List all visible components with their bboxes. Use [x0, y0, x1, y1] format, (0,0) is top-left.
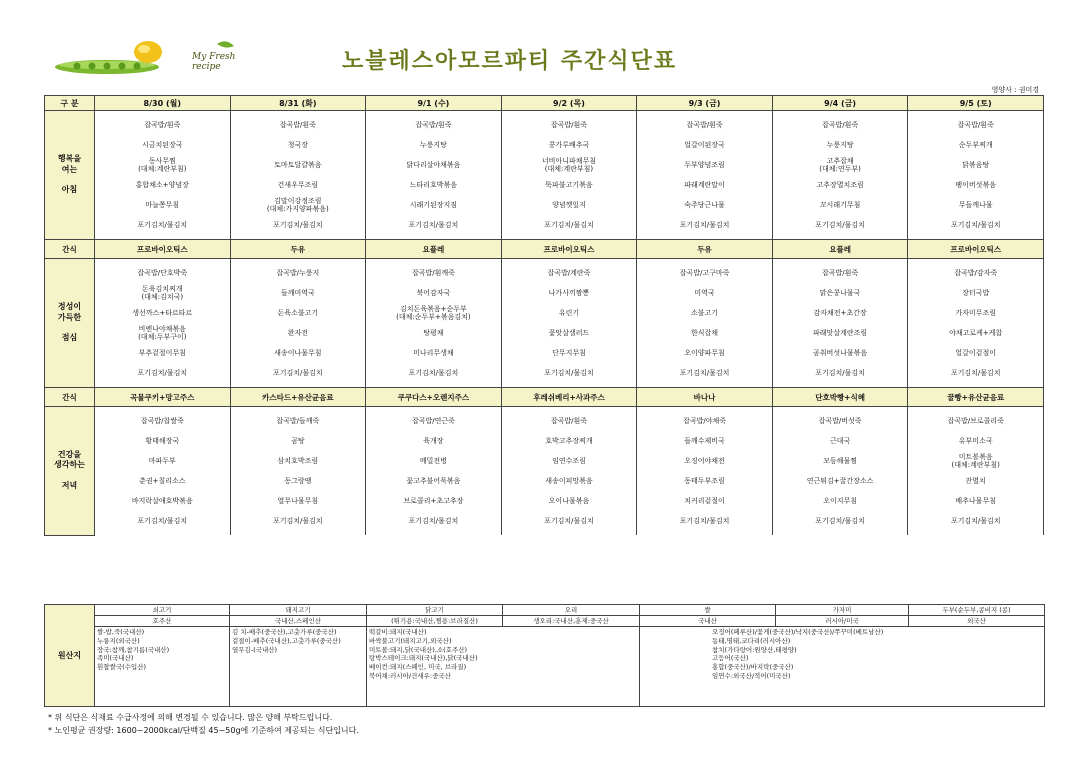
menu-item: 유부미소국: [908, 431, 1044, 451]
lunch-row: [45, 343, 1044, 363]
meat-header: 쇠고기: [95, 605, 230, 616]
origin-detail-row: [45, 627, 1045, 707]
day-header: 8/31 (화): [230, 96, 366, 111]
menu-item: 마늘쫑무침: [95, 195, 231, 215]
menu-item: 소불고기: [637, 303, 773, 323]
breakfast-row: [45, 111, 1044, 136]
origin-line: 오징어(페루산)/꽃게(중국산)/낙지(중국산)/쭈꾸미(베트남산): [712, 628, 884, 636]
menu-item: 감자채전+초간장: [772, 303, 908, 323]
menu-item: 포기김치/물김치: [637, 363, 773, 388]
page-title: 노블레스아모르파티 주간식단표: [342, 49, 678, 74]
meat-origin: 러시아/미국: [776, 616, 909, 627]
breakfast-label-line: [45, 175, 94, 185]
menu-item: 잔멸치: [908, 471, 1044, 491]
origin-line: 임연수:외국산/적어(미국산): [712, 671, 791, 680]
origin-line: 바싹불고기(돼지고기,외국산): [369, 636, 452, 645]
menu-item: 포기김치/물김치: [501, 363, 637, 388]
menu-item: 완자전: [230, 323, 366, 343]
meat-header: 두부(순두부,콩비지 (콩): [909, 605, 1045, 616]
menu-item: 육개장: [366, 431, 502, 451]
origin-line: 홍합(중국산)/바지락(중국산): [712, 663, 794, 672]
menu-item: 느타리호박볶음: [366, 175, 502, 195]
origin-line: 참치(가다랑어:원양산,태평양): [712, 645, 797, 654]
lunch-label-line: 가득한: [57, 312, 82, 322]
day-header: 8/30 (월): [95, 96, 231, 111]
menu-item: 포기김치/물김치: [230, 511, 366, 535]
menu-item: 청국장: [230, 135, 366, 155]
snack-item: 프로바이오틱스: [501, 240, 637, 259]
menu-item: 브로콜리+초고추장: [366, 491, 502, 511]
menu-item: 숙주당근나물: [637, 195, 773, 215]
breakfast-row: [45, 135, 1044, 155]
menu-item: 미역국: [637, 283, 773, 303]
origin-line: 북어채:러시아/건새우:중국산: [369, 671, 451, 680]
snack-label: 간식: [45, 240, 95, 259]
meat-origin: 국내산,스페인산: [230, 616, 367, 627]
menu-item: 새송이나물무침: [230, 343, 366, 363]
breakfast-row: [45, 155, 1044, 175]
breakfast-label: [45, 111, 95, 240]
menu-item: 잡곡밥/야채죽: [637, 407, 773, 432]
lunch-label-line: [45, 323, 94, 333]
lunch-row: [45, 259, 1044, 284]
menu-item: 미트볼볶음 (대체:계란부침): [908, 451, 1044, 471]
menu-item: 꽃고추불어묵볶음: [366, 471, 502, 491]
menu-item: 얼갈이겉절이: [908, 343, 1044, 363]
origin-line: 겉절이-배추(국내산),고춧가루(중국산): [232, 636, 341, 645]
menu-item: 동태두부조림: [637, 471, 773, 491]
menu-item: 포기김치/물김치: [366, 363, 502, 388]
menu-item: 돈육소불고기: [230, 303, 366, 323]
snack-item: 두유: [637, 240, 773, 259]
menu-item: 포기김치/물김치: [366, 511, 502, 535]
menu-item: 비엔나야채볶음 (대체:두부구이): [95, 323, 231, 343]
menu-item: 누룽지탕: [772, 135, 908, 155]
menu-item: 잡곡밥/들깨죽: [230, 407, 366, 432]
dinner-row: [45, 451, 1044, 471]
menu-item: 포기김치/물김치: [637, 215, 773, 240]
menu-item: 마파두부: [95, 451, 231, 471]
menu-item: 포기김치/물김치: [95, 511, 231, 535]
menu-item: 잡곡밥/계란죽: [501, 259, 637, 284]
menu-item: 곰취버섯나물볶음: [772, 343, 908, 363]
menu-item: 단무지무침: [501, 343, 637, 363]
menu-item: 새송이피망볶음: [501, 471, 637, 491]
menu-item: 배추나물무침: [908, 491, 1044, 511]
menu-item: 잡곡밥/흰죽: [501, 111, 637, 136]
brand-text: My Fresh recipe: [192, 52, 236, 72]
menu-item: 포기김치/물김치: [501, 511, 637, 535]
corner-label: 구 분: [45, 96, 95, 111]
menu-item: 포기김치/물김치: [95, 215, 231, 240]
snack-item: 꿀빵+유산균음료: [908, 388, 1044, 407]
menu-item: 춘권+칠리소스: [95, 471, 231, 491]
day-header-row: [45, 96, 1044, 111]
meat-origin: 생오리:국내산,훈제:중국산: [503, 616, 640, 627]
meat-origin: (튀기용:국내산,찜용:브라질산): [367, 616, 503, 627]
menu-item: 팽이버섯볶음: [908, 175, 1044, 195]
dinner-label: [45, 407, 95, 536]
menu-item: 동사무찜 (대체:계란부침): [95, 155, 231, 175]
dinner-label-line: 저녁: [61, 481, 78, 491]
menu-item: 무들깨나물: [908, 195, 1044, 215]
lunch-label: [45, 259, 95, 388]
dietitian-label: 영양사 : 권미경: [991, 86, 1039, 94]
snack-label: 간식: [45, 388, 95, 407]
menu-item: 건새우무조림: [230, 175, 366, 195]
snack-item: 단호박빵+식혜: [772, 388, 908, 407]
origin-detail-seafood: [640, 627, 1045, 707]
menu-item: 김말이강정조림 (대체:가지양파볶음): [230, 195, 366, 215]
menu-item: 두부양념조림: [637, 155, 773, 175]
day-header: 9/2 (목): [501, 96, 637, 111]
menu-item: 잡곡밥/흰죽: [230, 111, 366, 136]
menu-item: 포기김치/물김치: [772, 215, 908, 240]
origin-line: 고등어(국산): [712, 654, 749, 663]
menu-item: 홍합채소+양념장: [95, 175, 231, 195]
menu-item: 바지락살애호박볶음: [95, 491, 231, 511]
origin-line: 탕박스테이크:돼지(국내산),닭(국내산): [369, 654, 478, 663]
snack-item: 후레쉬베리+사과주스: [501, 388, 637, 407]
dinner-row: [45, 407, 1044, 432]
meat-header: 쌀: [640, 605, 776, 616]
origin-line: 흰찹쌀국(수입산): [97, 663, 147, 672]
menu-item: 잡곡밥/브로콜리죽: [908, 407, 1044, 432]
menu-item: 메밀전병: [366, 451, 502, 471]
origin-table: [44, 604, 1045, 707]
menu-item: 잡곡밥/흰죽: [772, 259, 908, 284]
snack-item: 프로바이오틱스: [908, 240, 1044, 259]
note-line: * 위 식단은 식재료 수급사정에 의해 변경될 수 있습니다. 많은 양해 부탁드립니다.: [48, 713, 333, 722]
lunch-label-line: 정성이: [57, 302, 82, 312]
menu-item: 열무나물무침: [230, 491, 366, 511]
lunch-row: [45, 323, 1044, 343]
menu-item: 장터국밥: [908, 283, 1044, 303]
menu-item: 잡곡밥/흰죽: [772, 111, 908, 136]
menu-item: 포기김치/물김치: [366, 215, 502, 240]
snack-item: 요플레: [366, 240, 502, 259]
menu-item: 가자미무조림: [908, 303, 1044, 323]
snack-item: 프로바이오틱스: [95, 240, 231, 259]
snack-item: 바나나: [637, 388, 773, 407]
origin-line: 떡갈비:돼지(국내산): [369, 628, 427, 636]
menu-item: 탕평채: [366, 323, 502, 343]
menu-item: 호박고추장찌개: [501, 431, 637, 451]
menu-item: 미나리무생채: [366, 343, 502, 363]
snack-item: 두유: [230, 240, 366, 259]
day-header: 9/1 (수): [366, 96, 502, 111]
origin-meat-header-row: [45, 605, 1045, 616]
menu-item: 고추장멸치조림: [772, 175, 908, 195]
snack-item: 곡물쿠키+망고주스: [95, 388, 231, 407]
lunch-row: [45, 283, 1044, 303]
menu-item: 한식잡채: [637, 323, 773, 343]
menu-item: 포기김치/물김치: [501, 215, 637, 240]
origin-line: 김 치-배추(중국산),고춧가루(중국산): [232, 628, 337, 636]
menu-item: 시금치된장국: [95, 135, 231, 155]
menu-item: 시래기된장지짐: [366, 195, 502, 215]
dinner-row: [45, 431, 1044, 451]
origin-line: 누룽지(외국산): [97, 636, 140, 645]
menu-item: 잡곡밥/버섯죽: [772, 407, 908, 432]
origin-meat-value-row: [45, 616, 1045, 627]
lunch-label-line: 점심: [61, 333, 78, 343]
dinner-row: [45, 511, 1044, 535]
note-line: * 노인평균 권장량: 1600~2000kcal/단백질 45~50g에 기준하여 제공되는 식단입니다.: [48, 725, 359, 735]
lunch-row: [45, 363, 1044, 388]
menu-item: 꽃맛살샐러드: [501, 323, 637, 343]
origin-label: 원산지: [45, 605, 95, 707]
breakfast-label-line: 아침: [61, 185, 78, 195]
breakfast-row: [45, 215, 1044, 240]
menu-item: 토마토달걀볶음: [230, 155, 366, 175]
breakfast-row: [45, 175, 1044, 195]
menu-item: 포기김치/물김치: [230, 363, 366, 388]
menu-item: 파래맛살계란조림: [772, 323, 908, 343]
menu-item: 양념깻잎지: [501, 195, 637, 215]
menu-item: 순두부찌개: [908, 135, 1044, 155]
menu-item: 닭볶음탕: [908, 155, 1044, 175]
menu-item: 나가사끼짬뽕: [501, 283, 637, 303]
day-header: 9/5 (토): [908, 96, 1044, 111]
dinner-label-line: [45, 471, 94, 481]
dinner-label-line: 생각하는: [54, 460, 85, 470]
menu-item: 포기김치/물김치: [637, 511, 773, 535]
breakfast-row: [45, 195, 1044, 215]
origin-detail-kimchi: [230, 627, 367, 707]
snack-item: 요플레: [772, 240, 908, 259]
menu-item: 김치돈육볶음+순두부 (대체:순두부+볶음김치): [366, 303, 502, 323]
menu-item: 누룽지탕: [366, 135, 502, 155]
menu-item: 잡곡밥/감자죽: [908, 259, 1044, 284]
meat-header: 오리: [503, 605, 640, 616]
menu-item: 포기김치/물김치: [908, 363, 1044, 388]
menu-item: 잡곡밥/흰깨죽: [366, 259, 502, 284]
menu-item: 꼬시래기무침: [772, 195, 908, 215]
menu-item: 들깨미역국: [230, 283, 366, 303]
menu-item: 근대국: [772, 431, 908, 451]
weekly-menu-table: [44, 95, 1044, 536]
day-header: 9/3 (금): [637, 96, 773, 111]
menu-item: 포기김치/물김치: [230, 215, 366, 240]
menu-item: 잡곡밥/연근죽: [366, 407, 502, 432]
menu-item: 잡곡밥/흰죽: [95, 111, 231, 136]
origin-line: 열무김-(국내산): [232, 645, 278, 654]
menu-item: 곰탕: [230, 431, 366, 451]
meat-header: 닭고기: [367, 605, 503, 616]
menu-item: 잡곡밥/찹쌀죽: [95, 407, 231, 432]
menu-item: 포기김치/물김치: [772, 363, 908, 388]
menu-item: 잡곡밥/흰죽: [366, 111, 502, 136]
origin-detail-rice: [95, 627, 230, 707]
menu-item: 포기김치/물김치: [908, 511, 1044, 535]
menu-item: 부추겉절이무침: [95, 343, 231, 363]
menu-item: 잡곡밥/단호박죽: [95, 259, 231, 284]
snack-row: [45, 388, 1044, 407]
menu-item: 동그랑땡: [230, 471, 366, 491]
notes: [48, 712, 359, 738]
menu-item: 맑은콩나물국: [772, 283, 908, 303]
meat-origin: 호주산: [95, 616, 230, 627]
snack-row: [45, 240, 1044, 259]
menu-item: 포기김치/물김치: [95, 363, 231, 388]
origin-line: 동태,명태,코다리(러시아산): [712, 636, 791, 645]
menu-item: 고추잡채 (대체:연두부): [772, 155, 908, 175]
day-header: 9/4 (금): [772, 96, 908, 111]
menu-item: 생선까스+타르타르: [95, 303, 231, 323]
menu-item: 오이지무침: [772, 491, 908, 511]
menu-item: 돈육김치찌개 (대체:김치국): [95, 283, 231, 303]
breakfast-label-line: 여는: [61, 164, 78, 174]
menu-item: 파래계란말이: [637, 175, 773, 195]
menu-item: 들깨수제비국: [637, 431, 773, 451]
meat-header: 가자미: [776, 605, 909, 616]
menu-item: 오징어야채전: [637, 451, 773, 471]
menu-item: 연근튀김+꿀간장소스: [772, 471, 908, 491]
origin-line: 미트볼:돼지,닭(국내산),소(호주산): [369, 645, 468, 654]
lunch-row: [45, 303, 1044, 323]
menu-item: 얼갈이된장국: [637, 135, 773, 155]
meat-origin: 국내산: [640, 616, 776, 627]
origin-detail-processed-meat: [367, 627, 640, 707]
menu-item: 야채고로케+케찹: [908, 323, 1044, 343]
menu-item: 콩가루배추국: [501, 135, 637, 155]
menu-item: 포기김치/물김치: [908, 215, 1044, 240]
menu-item: 포기김치/물김치: [772, 511, 908, 535]
meat-origin: 외국산: [909, 616, 1045, 627]
origin-line: 족미(국내산): [97, 654, 134, 663]
menu-item: 황태해장국: [95, 431, 231, 451]
menu-item: 뚝파불고기볶음: [501, 175, 637, 195]
logo: [52, 40, 252, 80]
menu-item: 오이양파무침: [637, 343, 773, 363]
dinner-label-line: 건강을: [57, 449, 82, 459]
menu-item: 잡곡밥/누룽지: [230, 259, 366, 284]
menu-item: 잡곡밥/흰죽: [908, 111, 1044, 136]
menu-item: 잡곡밥/흰죽: [637, 111, 773, 136]
menu-item: 모듬해물찜: [772, 451, 908, 471]
menu-item: 너비아니파채무침 (대체:계란부침): [501, 155, 637, 175]
menu-item: 잡곡밥/흰죽: [501, 407, 637, 432]
menu-item: 오이나물볶음: [501, 491, 637, 511]
origin-line: 쌀-밥,죽(국내산): [97, 628, 145, 636]
menu-item: 유린기: [501, 303, 637, 323]
dinner-row: [45, 471, 1044, 491]
breakfast-label-line: 행복을: [57, 154, 82, 164]
menu-item: 잡곡밥/고구마죽: [637, 259, 773, 284]
meat-header: 돼지고기: [230, 605, 367, 616]
menu-item: 닭다리살야채볶음: [366, 155, 502, 175]
menu-item: 북어감자국: [366, 283, 502, 303]
origin-line: 장국:참깨,참기름(국내산): [97, 645, 170, 654]
snack-item: 카스타드+유산균음료: [230, 388, 366, 407]
origin-line: 베이컨:돼지(스페인, 미국, 브라질): [369, 663, 467, 672]
menu-item: 삼치호박조림: [230, 451, 366, 471]
dinner-row: [45, 491, 1044, 511]
menu-item: 임연수조림: [501, 451, 637, 471]
snack-item: 쿠쿠다스+오렌지주스: [366, 388, 502, 407]
menu-item: 치커리겉절이: [637, 491, 773, 511]
